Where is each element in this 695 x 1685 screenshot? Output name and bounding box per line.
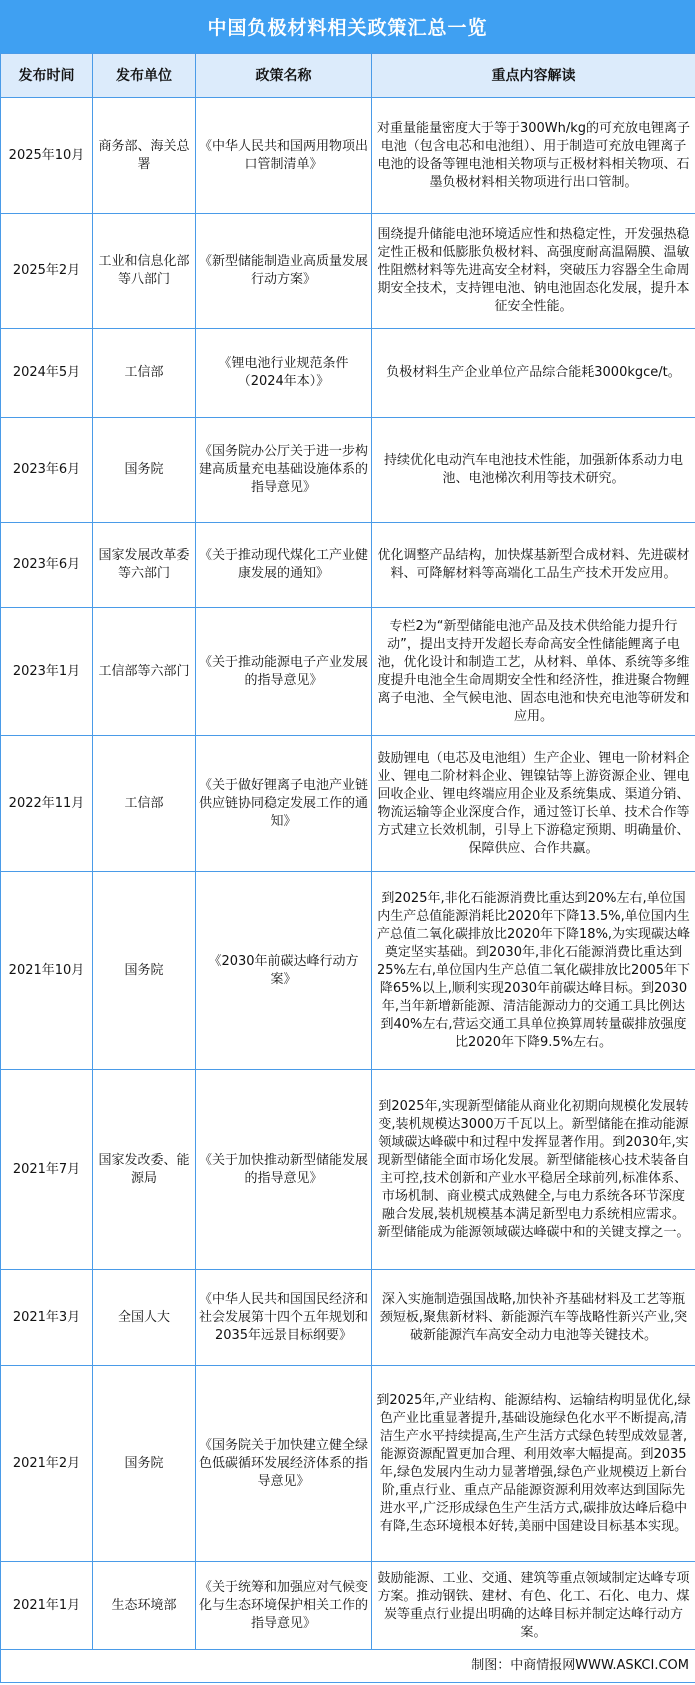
cell-org: 国家发展改革委等六部门 (93, 523, 196, 608)
cell-policy: 《2030年前碳达峰行动方案》 (196, 872, 372, 1070)
cell-org: 生态环境部 (93, 1562, 196, 1650)
header-content: 重点内容解读 (372, 54, 695, 98)
table-row (1, 608, 695, 736)
cell-content: 持续优化电动汽车电池技术性能，加强新体系动力电池、电池梯次利用等技术研究。 (372, 418, 695, 523)
cell-policy: 《中华人民共和国国民经济和社会发展第十四个五年规划和2035年远景目标纲要》 (196, 1270, 372, 1366)
table-row (1, 418, 695, 523)
table-row (1, 1270, 695, 1366)
cell-org: 全国人大 (93, 1270, 196, 1366)
cell-content: 对重量能量密度大于等于300Wh/kg的可充放电锂离子电池（包含电芯和电池组）、用于制造可充放电锂离子电池的设备等锂电池相关物项与正极材料相关物项、石墨负极材料相关物项进行出口管制。 (372, 98, 695, 214)
cell-date: 2022年11月 (1, 736, 93, 872)
cell-content: 到2025年,非化石能源消费比重达到20%左右,单位国内生产总值能源消耗比2020年下降13.5%,单位国内生产总值二氧化碳排放比2020年下降18%,为实现碳达峰奠定坚实基础。到2030年,非化石能源消费比重达到25%左右,单位国内生产总值二氧化碳排放比2005年下降65%以上,顺利实现2030年前碳达峰目标。到2030年,当年新增新能源、清洁能源动力的交通工具比例达到40%左右,营运交通工具单位换算周转量碳排放强度比2020年下降9.5%左右。 (372, 872, 695, 1070)
cell-date: 2023年1月 (1, 608, 93, 736)
cell-content: 到2025年,实现新型储能从商业化初期向规模化发展转变,装机规模达3000万千瓦以上。新型储能在推动能源领域碳达峰碳中和过程中发挥显著作用。到2030年,实现新型储能全面市场化发展。新型储能核心技术装备自主可控,技术创新和产业水平稳居全球前列,标准体系、市场机制、商业模式成熟健全,与电力系统各环节深度融合发展,装机规模基本满足新型电力系统相应需求。新型储能成为能源领域碳达峰碳中和的关键支撑之一。 (372, 1070, 695, 1270)
cell-date: 2025年2月 (1, 214, 93, 329)
cell-policy: 《国务院关于加快建立健全绿色低碳循环发展经济体系的指导意见》 (196, 1366, 372, 1562)
table-row (1, 1366, 695, 1562)
table-row (1, 872, 695, 1070)
cell-content: 鼓励锂电（电芯及电池组）生产企业、锂电一阶材料企业、锂电二阶材料企业、锂镍钴等上游资源企业、锂电回收企业、锂电终端应用企业及系统集成、渠道分销、物流运输等企业深度合作，通过签订长单、技术合作等方式建立长效机制，引导上下游稳定预期、明确量价、保障供应、合作共赢。 (372, 736, 695, 872)
cell-org: 工信部 (93, 736, 196, 872)
cell-date: 2021年3月 (1, 1270, 93, 1366)
cell-policy: 《关于推动能源电子产业发展的指导意见》 (196, 608, 372, 736)
table-header-row (1, 54, 695, 98)
source-credit: 制图：中商情报网WWW.ASKCI.COM (1, 1650, 695, 1683)
table-row (1, 1562, 695, 1650)
table-row (1, 736, 695, 872)
cell-date: 2024年5月 (1, 329, 93, 418)
table-row (1, 523, 695, 608)
cell-date: 2021年7月 (1, 1070, 93, 1270)
header-date: 发布时间 (1, 54, 93, 98)
cell-policy: 《中华人民共和国两用物项出口管制清单》 (196, 98, 372, 214)
cell-content: 专栏2为“新型储能电池产品及技术供给能力提升行动”，提出支持开发超长寿命高安全性储能鲤离子电池，优化设计和制造工艺，从材料、单体、系统等多维度提升电池全生命周期安全性和经济性，推进聚合物鲤离子电池、全气候电池、固态电池和快充电池等研发和应用。 (372, 608, 695, 736)
cell-content: 鼓励能源、工业、交通、建筑等重点领域制定达峰专项方案。推动钢铁、建材、有色、化工、石化、电力、煤炭等重点行业提出明确的达峰目标并制定达峰行动方案。 (372, 1562, 695, 1650)
cell-policy: 《新型储能制造业高质量发展行动方案》 (196, 214, 372, 329)
cell-date: 2023年6月 (1, 418, 93, 523)
cell-org: 国家发改委、能源局 (93, 1070, 196, 1270)
table-row (1, 1070, 695, 1270)
cell-policy: 《关于推动现代煤化工产业健康发展的通知》 (196, 523, 372, 608)
cell-org: 商务部、海关总署 (93, 98, 196, 214)
cell-content: 优化调整产品结构，加快煤基新型合成材料、先进碳材料、可降解材料等高端化工品生产技术开发应用。 (372, 523, 695, 608)
table-row (1, 329, 695, 418)
cell-org: 工信部等六部门 (93, 608, 196, 736)
cell-date: 2023年6月 (1, 523, 93, 608)
footer-row (1, 1650, 695, 1683)
cell-org: 工业和信息化部等八部门 (93, 214, 196, 329)
cell-date: 2021年10月 (1, 872, 93, 1070)
cell-date: 2025年10月 (1, 98, 93, 214)
cell-policy: 《关于做好锂离子电池产业链供应链协同稳定发展工作的通知》 (196, 736, 372, 872)
cell-policy: 《锂电池行业规范条件（2024年本）》 (196, 329, 372, 418)
cell-date: 2021年1月 (1, 1562, 93, 1650)
table-row (1, 214, 695, 329)
cell-org: 国务院 (93, 418, 196, 523)
cell-content: 围绕提升储能电池环境适应性和热稳定性，开发强热稳定性正极和低膨胀负极材料、高强度耐高温隔膜、温敏性阻燃材料等先进高安全材料，突破压力容器全生命周期安全技术，支持锂电池、钠电池固态化发展，提升本征安全性能。 (372, 214, 695, 329)
header-policy: 政策名称 (196, 54, 372, 98)
page-title: 中国负极材料相关政策汇总一览 (0, 0, 695, 53)
cell-date: 2021年2月 (1, 1366, 93, 1562)
cell-policy: 《关于加快推动新型储能发展的指导意见》 (196, 1070, 372, 1270)
cell-org: 工信部 (93, 329, 196, 418)
table-row (1, 98, 695, 214)
cell-content: 负极材料生产企业单位产品综合能耗3000kgce/t。 (372, 329, 695, 418)
cell-policy: 《国务院办公厅关于进一步构建高质量充电基础设施体系的指导意见》 (196, 418, 372, 523)
cell-org: 国务院 (93, 872, 196, 1070)
policy-table (0, 53, 695, 1683)
cell-org: 国务院 (93, 1366, 196, 1562)
cell-policy: 《关于统筹和加强应对气候变化与生态环境保护相关工作的指导意见》 (196, 1562, 372, 1650)
cell-content: 到2025年,产业结构、能源结构、运输结构明显优化,绿色产业比重显著提升,基础设施绿色化水平不断提高,清洁生产水平持续提高,生产生活方式绿色转型成效显著,能源资源配置更加合理、利用效率大幅提高。到2035年,绿色发展内生动力显著增强,绿色产业规模迈上新台阶,重点行业、重点产品能源资源利用效率达到国际先进水平,广泛形成绿色生产生活方式,碳排放达峰后稳中有降,生态环境根本好转,美丽中国建设目标基本实现。 (372, 1366, 695, 1562)
cell-content: 深入实施制造强国战略,加快补齐基础材料及工艺等瓶颈短板,聚焦新材料、新能源汽车等战略性新兴产业,突破新能源汽车高安全动力电池等关键技术。 (372, 1270, 695, 1366)
header-org: 发布单位 (93, 54, 196, 98)
